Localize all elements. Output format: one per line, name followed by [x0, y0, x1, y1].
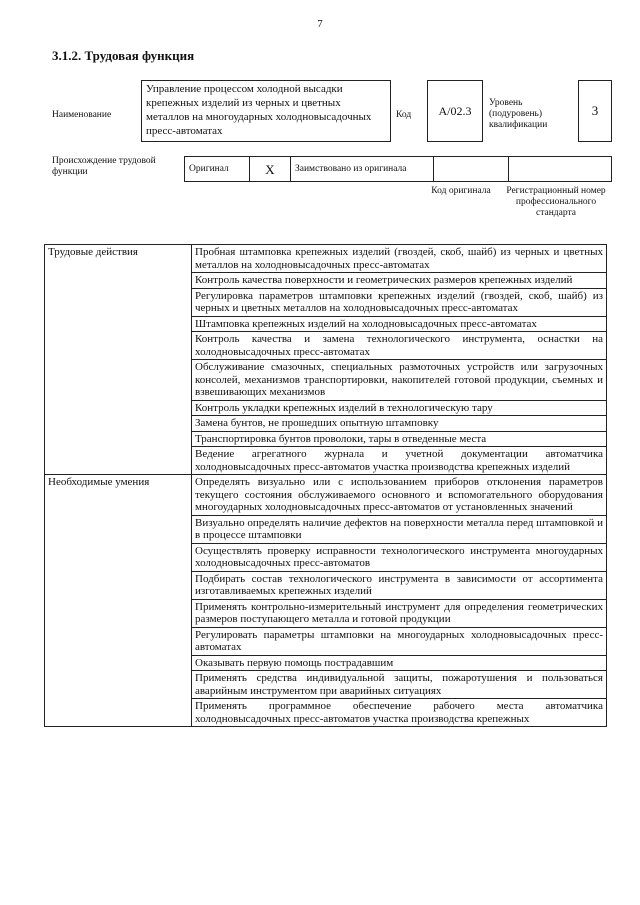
item-cell: Регулировка параметров штамповки крепежных изделий (гвоздей, скоб, шайб) из черных и цветных металлов на холодновысадочных пресс-автоматах: [192, 288, 607, 316]
item-cell: Визуально определять наличие дефектов на поверхности металла перед штамповкой и в процессе штамповки: [192, 515, 607, 543]
table-row: [45, 245, 607, 273]
item-cell: Применять программное обеспечение рабочего места автоматчика холодновысадочных пресс-автоматов участка производства крепежных: [192, 699, 607, 727]
origin-label: Происхождение трудовой функции: [52, 156, 156, 177]
borrowed-label: Заимствовано из оригинала: [291, 157, 434, 182]
category-cell: Трудовые действия: [45, 245, 192, 475]
item-cell: Применять контрольно-измерительный инструмент для определения геометрических размеров поступающего металла и готовой продукции: [192, 599, 607, 627]
item-cell: Штамповка крепежных изделий на холодновысадочных пресс-автоматах: [192, 316, 607, 332]
qualification-level: 3: [578, 80, 612, 142]
item-cell: Ведение агрегатного журнала и учетной документации автоматчика холодновысадочных пресс-автоматов участка производства крепежных изделий: [192, 447, 607, 475]
category-cell: Необходимые умения: [45, 475, 192, 727]
code-label: Код: [396, 110, 412, 120]
item-cell: Транспортировка бунтов проволоки, тары в отведенные места: [192, 431, 607, 447]
name-label: Наименование: [52, 110, 112, 120]
table-row: [45, 475, 607, 516]
page-number: 7: [317, 18, 323, 30]
item-cell: Обслуживание смазочных, специальных размоточных устройств или загрузочных консолей, механизмов транспортировки, накопителей готовой продукции, съемных и взвешивающих механизмов: [192, 360, 607, 401]
item-cell: Пробная штамповка крепежных изделий (гвоздей, скоб, шайб) из черных и цветных металлов на холодновысадочных пресс-автоматах: [192, 245, 607, 273]
item-cell: Осуществлять проверку исправности технологического инструмента многоударных холодновысадочных пресс-автоматов: [192, 543, 607, 571]
reg-number-cell: [509, 157, 612, 182]
original-mark: X: [250, 157, 291, 182]
function-details-table: [44, 244, 607, 727]
code-original-cell: [434, 157, 509, 182]
item-cell: Применять средства индивидуальной защиты, пожаротушения и пользоваться аварийным инструментом при аварийных ситуациях: [192, 671, 607, 699]
item-cell: Определять визуально или с использованием приборов отклонения параметров текущего состояния обслуживаемого основного и вспомогательного оборудования многоударных холодновысадочных пресс-автоматов от установленных значений: [192, 475, 607, 516]
function-name: Управление процессом холодной высадки крепежных изделий из черных и цветных металлов на многоударных холодновысадочных пресс-автоматах: [141, 80, 391, 142]
item-cell: Замена бунтов, не прошедших опытную штамповку: [192, 416, 607, 432]
item-cell: Оказывать первую помощь пострадавшим: [192, 655, 607, 671]
function-code: A/02.3: [427, 80, 483, 142]
level-label: Уровень (подуровень) квалификации: [489, 98, 548, 130]
item-cell: Контроль укладки крепежных изделий в технологическую тару: [192, 400, 607, 416]
item-cell: Контроль качества поверхности и геометрических размеров крепежных изделий: [192, 273, 607, 289]
reg-number-label: Регистрационный номер профессионального стандарта: [506, 186, 606, 218]
original-label: Оригинал: [185, 157, 250, 182]
code-original-label: Код оригинала: [431, 186, 491, 196]
item-cell: Подбирать состав технологического инструмента в зависимости от ассортимента изготавливаемых крепежных изделий: [192, 571, 607, 599]
item-cell: Регулировать параметры штамповки на многоударных холодновысадочных пресс-автоматах: [192, 627, 607, 655]
origin-table: [184, 156, 612, 182]
item-cell: Контроль качества и замена технологического инструмента, оснастки на холодновысадочных пресс-автоматах: [192, 332, 607, 360]
section-title: 3.1.2. Трудовая функция: [52, 48, 195, 63]
